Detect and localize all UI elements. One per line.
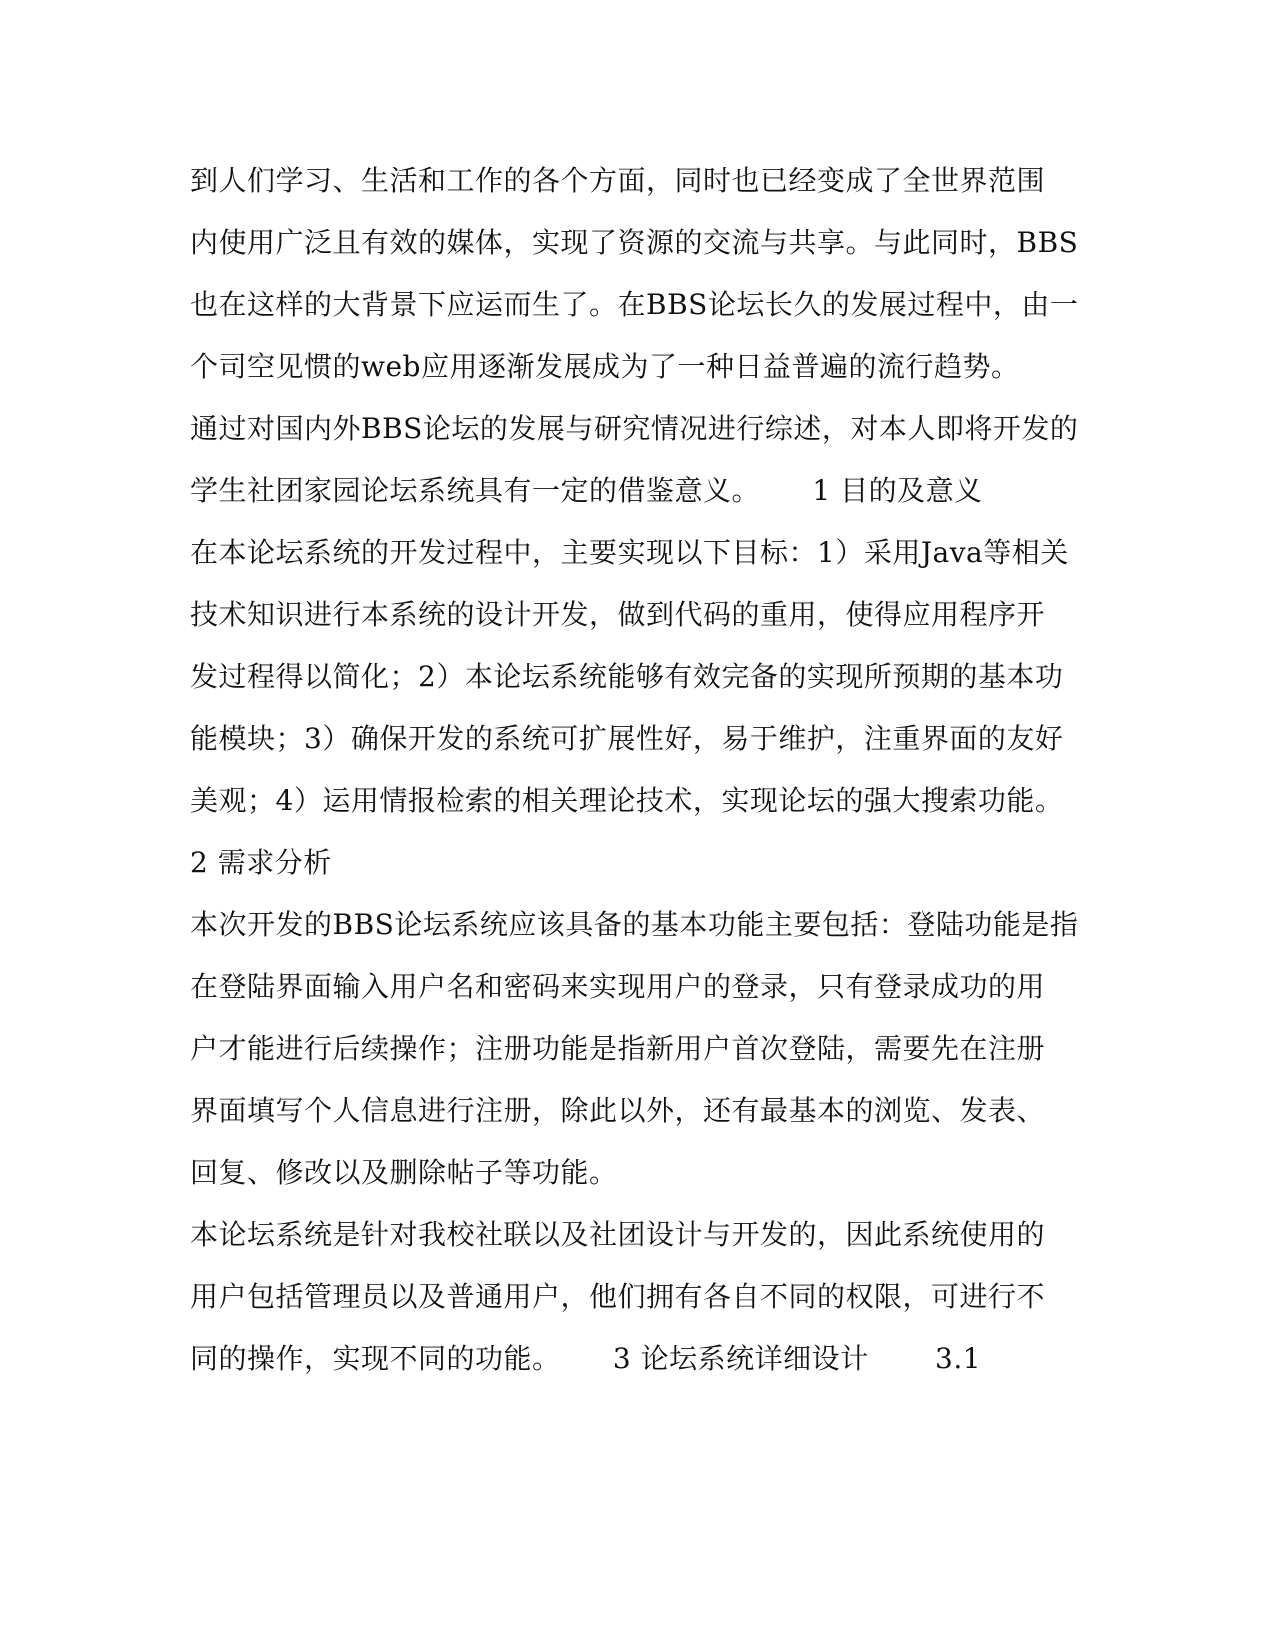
text-line: 内使用广泛且有效的媒体，实现了资源的交流与共享。与此同时，BBS — [190, 226, 1079, 259]
text-line: 通过对国内外BBS论坛的发展与研究情况进行综述，对本人即将开发的 — [190, 412, 1079, 445]
text-line: 到人们学习、生活和工作的各个方面，同时也已经变成了全世界范围 — [190, 164, 1046, 197]
text-line: 学生社团家园论坛系统具有一定的借鉴意义。 1 目的及意义 — [190, 474, 983, 507]
text-line: 发过程得以简化；2）本论坛系统能够有效完备的实现所预期的基本功 — [190, 660, 1064, 693]
text-line: 界面填写个人信息进行注册，除此以外，还有最基本的浏览、发表、 — [190, 1094, 1046, 1127]
section-heading: 2 需求分析 — [190, 846, 332, 879]
text-line: 也在这样的大背景下应运而生了。在BBS论坛长久的发展过程中，由一 — [190, 288, 1079, 321]
text-line: 本论坛系统是针对我校社联以及社团设计与开发的，因此系统使用的 — [190, 1218, 1046, 1251]
text-line: 在登陆界面输入用户名和密码来实现用户的登录，只有登录成功的用 — [190, 970, 1046, 1003]
text-line: 回复、修改以及删除帖子等功能。 — [190, 1156, 618, 1189]
text-line: 个司空见惯的web应用逐渐发展成为了一种日益普遍的流行趋势。 — [190, 350, 1020, 383]
text-line: 美观；4）运用情报检索的相关理论技术，实现论坛的强大搜索功能。 — [190, 784, 1064, 817]
text-line: 技术知识进行本系统的设计开发，做到代码的重用，使得应用程序开 — [190, 598, 1046, 631]
text-line: 能模块；3）确保开发的系统可扩展性好，易于维护，注重界面的友好 — [190, 722, 1064, 755]
text-line: 同的操作，实现不同的功能。 3 论坛系统详细设计 3.1 — [190, 1342, 982, 1375]
text-line: 户才能进行后续操作；注册功能是指新用户首次登陆，需要先在注册 — [190, 1032, 1046, 1065]
text-line: 用户包括管理员以及普通用户，他们拥有各自不同的权限，可进行不 — [190, 1280, 1046, 1313]
text-line: 在本论坛系统的开发过程中，主要实现以下目标：1）采用Java等相关 — [190, 536, 1069, 569]
text-line: 本次开发的BBS论坛系统应该具备的基本功能主要包括：登陆功能是指 — [190, 908, 1079, 941]
